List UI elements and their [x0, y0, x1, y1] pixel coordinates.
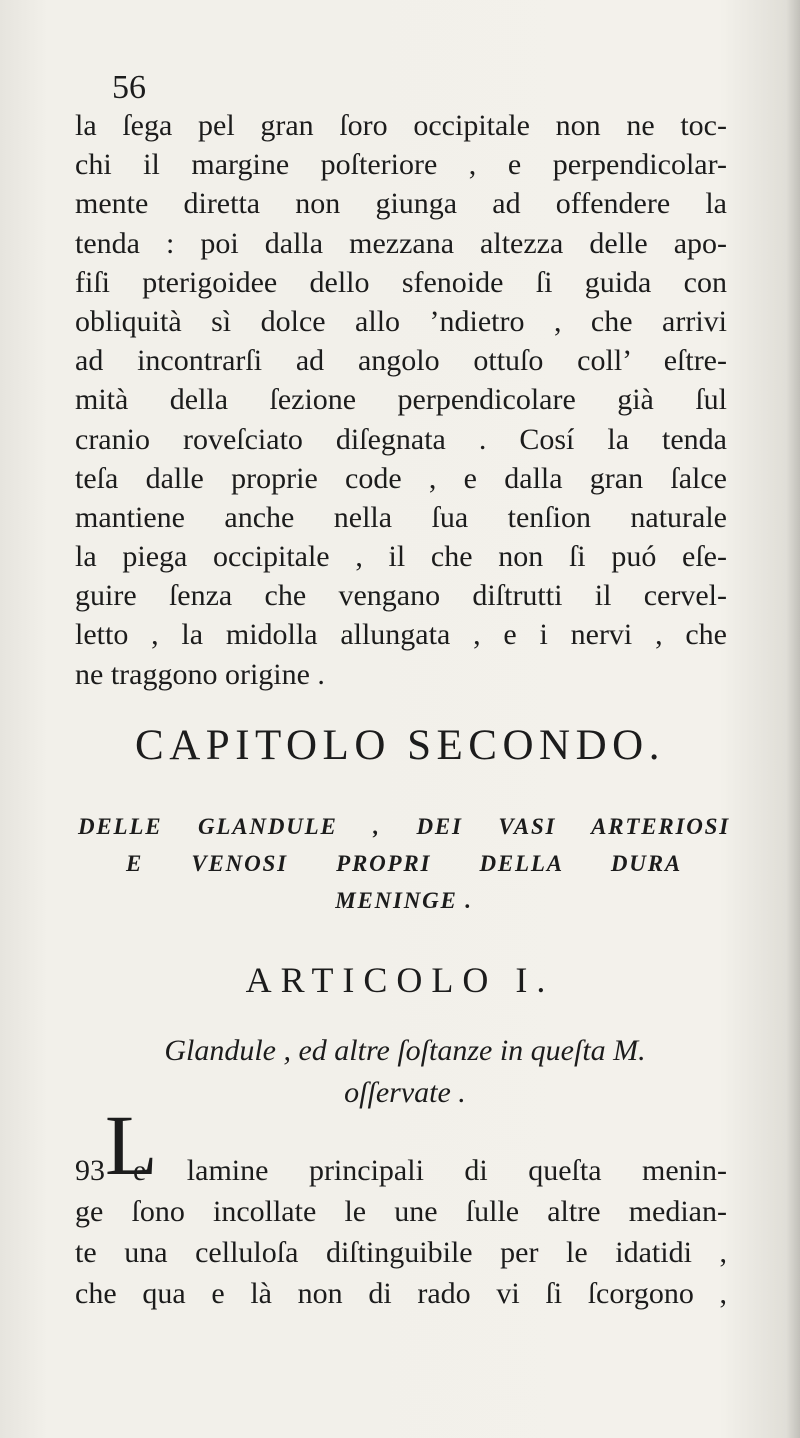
- text-line: ad incontrarſi ad angolo ottuſo coll’ eſtre-: [75, 344, 727, 378]
- paragraph-first-line: [75, 1097, 727, 1193]
- subtitle-line: DELLE GLANDULE , DEI VASI ARTERIOSI: [78, 814, 730, 839]
- page-number: 56: [112, 69, 146, 106]
- subtitle-line: E VENOSI PROPRI DELLA DURA: [126, 851, 682, 876]
- text-line: tenda : poi dalla mezzana altezza delle apo-: [75, 226, 727, 260]
- text-line: la ſega pel gran ſoro occipitale non ne toc-: [75, 109, 727, 142]
- chapter-title: CAPITOLO SECONDO.: [135, 722, 665, 769]
- subtitle-line: MENINGE .: [335, 888, 473, 913]
- article-subtitle: [90, 1030, 720, 1114]
- chapter-subtitle: [78, 808, 730, 919]
- drop-cap: L: [105, 1097, 158, 1193]
- text-line: cranio roveſciato diſegnata . Cosí la tenda: [75, 422, 727, 456]
- text-line: te una celluloſa diſtinguibile per le idatidi ,: [75, 1236, 727, 1269]
- article-title: ARTICOLO I.: [245, 960, 555, 1000]
- text-line: la piega occipitale , il che non ſi puó eſe-: [75, 540, 727, 574]
- paragraph: [75, 1097, 727, 1314]
- text-line: e lamine principali di queſta menin-: [133, 1154, 727, 1187]
- text-line: mantiene anche nella ſua tenſion naturale: [75, 500, 727, 534]
- text-line: ge ſono incollate le une ſulle altre median-: [75, 1195, 727, 1228]
- article-subtitle-line: oſſervate .: [344, 1076, 466, 1109]
- text-line: guire ſenza che vengano diſtrutti il cervel-: [75, 579, 727, 613]
- text-line: obliquità sì dolce allo ’ndietro , che arrivi: [75, 304, 727, 338]
- text-line: che qua e là non di rado vi ſi ſcorgono ,: [75, 1277, 727, 1310]
- article-subtitle-line: Glandule , ed altre ſoſtanze in queſta M.: [164, 1034, 646, 1067]
- body-text: [75, 106, 727, 694]
- text-line: teſa dalle proprie code , e dalla gran ſalce: [75, 461, 727, 495]
- text-line: mità della ſezione perpendicolare già ſul: [75, 383, 727, 417]
- page-edge-shadow: [786, 0, 800, 1438]
- text-line: chi il margine poſteriore , e perpendicolar-: [75, 148, 727, 182]
- text-line: fiſi pterigoidee dello sfenoide ſi guida con: [75, 265, 727, 299]
- paragraph-number: 93: [75, 1154, 105, 1187]
- text-line: mente diretta non giunga ad offendere la: [75, 187, 727, 221]
- text-line: letto , la midolla allungata , e i nervi , che: [75, 618, 727, 652]
- text-line: ne traggono origine .: [75, 657, 325, 691]
